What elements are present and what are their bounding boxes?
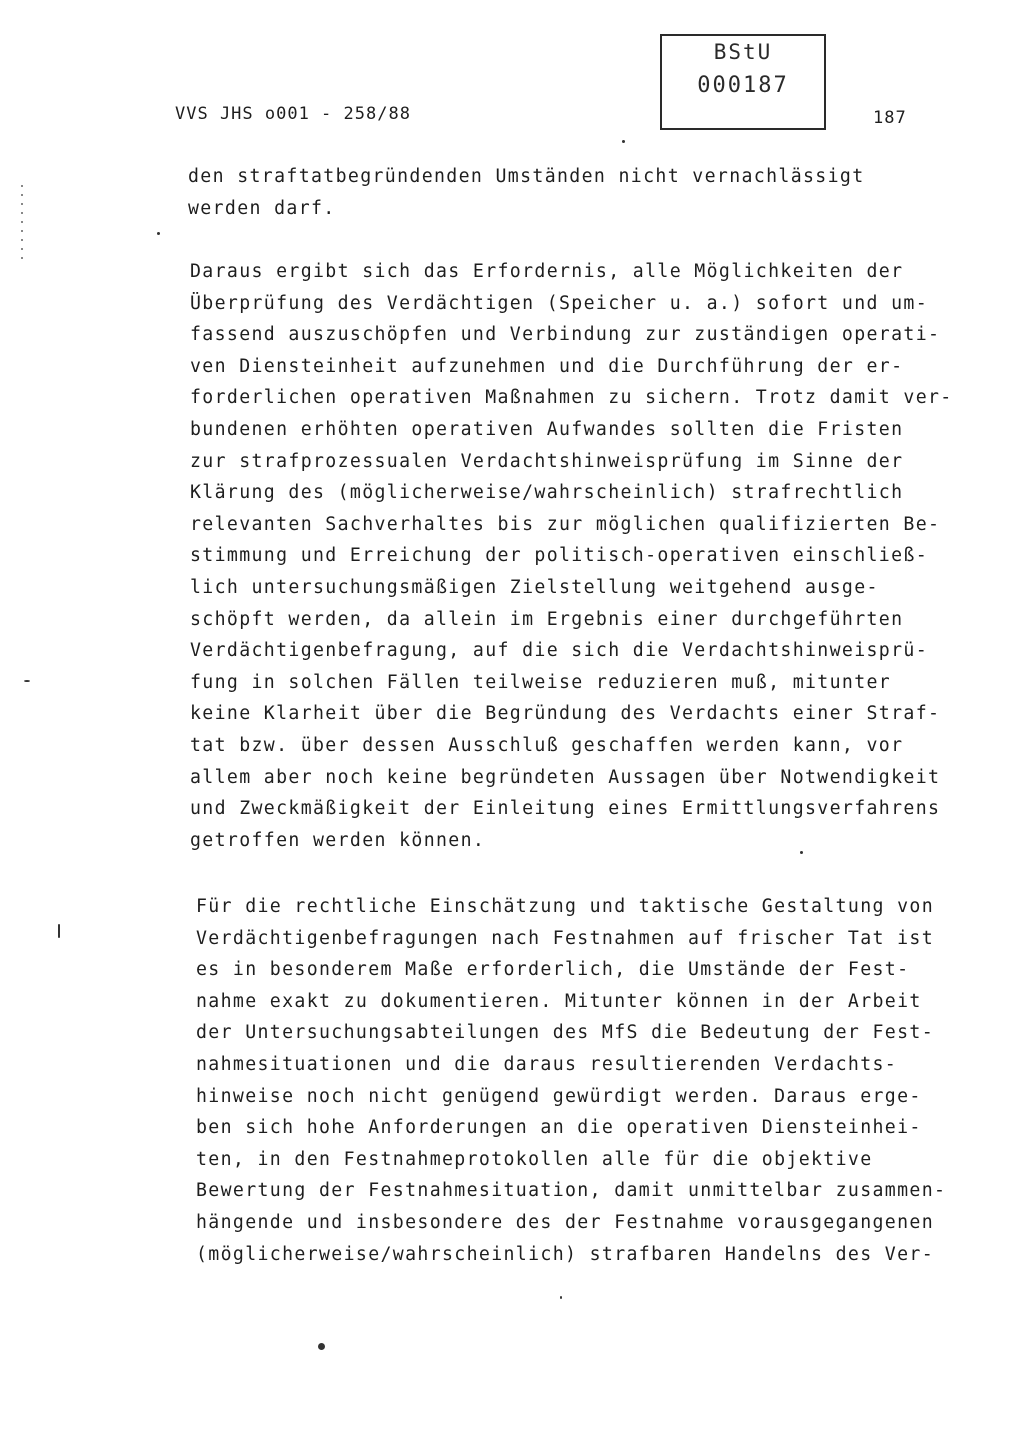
text-line: Überprüfung des Verdächtigen (Speicher u. a.) sofort und um- — [190, 292, 928, 314]
text-line: keine Klarheit über die Begründung des Verdachts einer Straf- — [190, 703, 941, 725]
scan-speck — [560, 1296, 562, 1299]
text-line: relevanten Sachverhaltes bis zur möglichen qualifizierten Be- — [190, 513, 941, 535]
text-line: nahme exakt zu dokumentieren. Mitunter können in der Arbeit — [196, 990, 922, 1012]
scan-speck — [58, 924, 60, 938]
text-line: tat bzw. über dessen Ausschluß geschaffen werden kann, vor — [190, 734, 904, 756]
scan-speck — [622, 140, 625, 143]
text-line: den straftatbegründenden Umständen nicht vernachlässigt — [188, 166, 865, 187]
text-line: ven Diensteinheit aufzunehmen und die Durchführung der er- — [190, 355, 904, 377]
scan-speck — [800, 851, 803, 854]
text-line: Verdächtigenbefragung, auf die sich die Verdachtshinweisprü- — [190, 640, 928, 662]
stamp-line-1: BStU — [713, 40, 773, 64]
text-line: forderlichen operativen Maßnahmen zu sichern. Trotz damit ver- — [190, 387, 953, 409]
text-line: ben sich hohe Anforderungen an die operativen Diensteinhei- — [196, 1117, 922, 1139]
text-line: Verdächtigenbefragungen nach Festnahmen auf frischer Tat ist — [196, 927, 934, 949]
text-line: schöpft werden, da allein im Ergebnis einer durchgeführten — [190, 608, 904, 630]
text-line: und Zweckmäßigkeit der Einleitung eines Ermittlungsverfahrens — [190, 798, 941, 820]
archive-stamp — [660, 34, 826, 130]
scan-speck — [318, 1343, 325, 1350]
paragraph-2 — [190, 256, 953, 856]
document-reference: VVS JHS o001 - 258/88 — [175, 104, 411, 124]
text-line: Bewertung der Festnahmesituation, damit unmittelbar zusammen- — [196, 1180, 947, 1202]
text-line: getroffen werden können. — [190, 829, 486, 851]
text-line: (möglicherweise/wahrscheinlich) strafbaren Handelns des Ver- — [196, 1243, 934, 1265]
text-line: Klärung des (möglicherweise/wahrscheinlich) strafrechtlich — [190, 482, 904, 504]
scan-speck — [157, 232, 160, 235]
text-line: fassend auszuschöpfen und Verbindung zur zuständigen operati- — [190, 324, 941, 346]
margin-marks — [21, 185, 23, 265]
text-line: allem aber noch keine begründeten Aussagen über Notwendigkeit — [190, 766, 941, 788]
paragraph-3 — [196, 891, 946, 1270]
text-line: Daraus ergibt sich das Erfordernis, alle Möglichkeiten der — [190, 261, 904, 282]
text-line: stimmung und Erreichung der politisch-operativen einschließ- — [190, 545, 928, 567]
text-line: ten, in den Festnahmeprotokollen alle für die objektive — [196, 1148, 873, 1170]
text-line: hängende und insbesondere des der Festnahme vorausgegangenen — [196, 1211, 934, 1233]
text-line: bundenen erhöhten operativen Aufwandes sollten die Fristen — [190, 418, 904, 440]
text-line: Für die rechtliche Einschätzung und taktische Gestaltung von — [196, 896, 934, 917]
stamp-line-2: 000187 — [697, 73, 789, 98]
text-line: fung in solchen Fällen teilweise reduzieren muß, mitunter — [190, 671, 892, 693]
scan-speck — [24, 680, 30, 682]
page-number: 187 — [873, 108, 907, 128]
text-line: es in besonderem Maße erforderlich, die Umstände der Fest- — [196, 959, 910, 981]
text-line: werden darf. — [188, 197, 336, 219]
paragraph-1 — [188, 161, 865, 224]
text-line: der Untersuchungsabteilungen des MfS die Bedeutung der Fest- — [196, 1022, 934, 1044]
text-line: lich untersuchungsmäßigen Zielstellung weitgehend ausge- — [190, 576, 879, 598]
text-line: zur strafprozessualen Verdachtshinweisprüfung im Sinne der — [190, 450, 904, 472]
text-line: hinweise noch nicht genügend gewürdigt werden. Daraus erge- — [196, 1085, 922, 1107]
text-line: nahmesituationen und die daraus resultierenden Verdachts- — [196, 1053, 898, 1075]
